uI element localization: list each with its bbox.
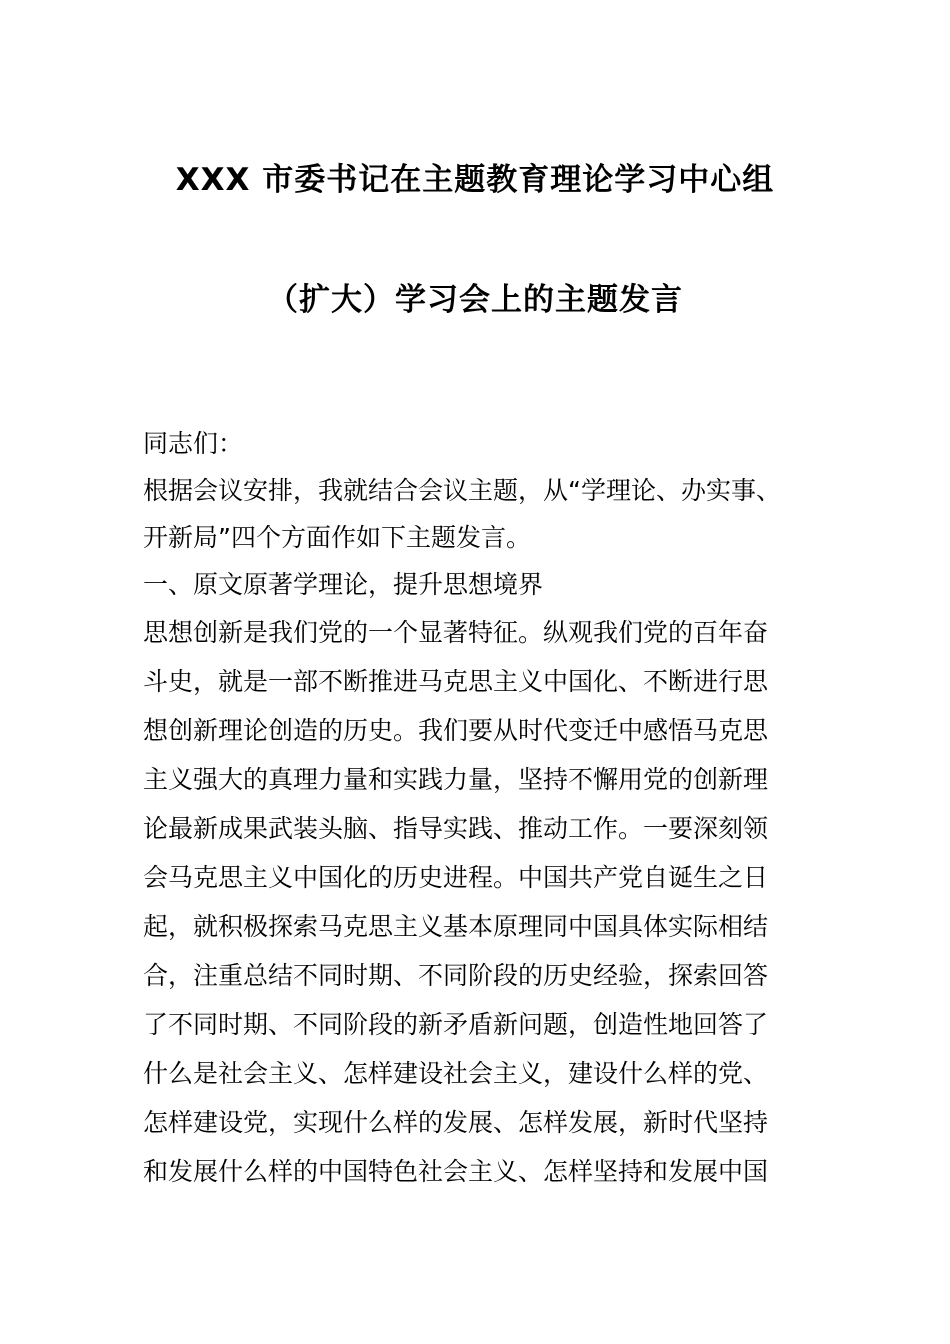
body-line: 思想创新是我们党的一个显著特征。纵观我们党的百年奋: [143, 618, 769, 647]
body-line: 主义强大的真理力量和实践力量，坚持不懈用党的创新理: [143, 765, 769, 794]
body-line: 和发展什么样的中国特色社会主义、怎样坚持和发展中国: [143, 1157, 769, 1186]
body-line: 会马克思主义中国化的历史进程。中国共产党自诞生之日: [143, 863, 769, 892]
document-title-line-2: （扩大）学习会上的主题发言: [267, 282, 683, 318]
salutation: 同志们：: [143, 429, 244, 458]
section-heading: 一、原文原著学理论，提升思想境界: [143, 570, 544, 599]
body-line: 想创新理论创造的历史。我们要从时代变迁中感悟马克思: [143, 716, 769, 745]
body-line: 起，就积极探索马克思主义基本原理同中国具体实际相结: [143, 912, 769, 941]
body-line: 合，注重总结不同时期、不同阶段的历史经验，探索回答: [143, 961, 769, 990]
body-line: 什么是社会主义、怎样建设社会主义，建设什么样的党、: [143, 1059, 769, 1088]
body-line: 论最新成果武装头脑、指导实践、推动工作。一要深刻领: [143, 814, 769, 843]
body-line: 开新局”四个方面作如下主题发言。: [143, 523, 531, 552]
body-line: 根据会议安排，我就结合会议主题，从“学理论、办实事、: [143, 476, 781, 505]
document-body: [143, 420, 813, 1196]
body-line: 斗史，就是一部不断推进马克思主义中国化、不断进行思: [143, 667, 769, 696]
document-title-line-1: XXX 市委书记在主题教育理论学习中心组: [175, 162, 775, 198]
body-line: 了不同时期、不同阶段的新矛盾新问题，创造性地回答了: [143, 1010, 769, 1039]
body-line: 怎样建设党，实现什么样的发展、怎样发展，新时代坚持: [143, 1108, 769, 1137]
